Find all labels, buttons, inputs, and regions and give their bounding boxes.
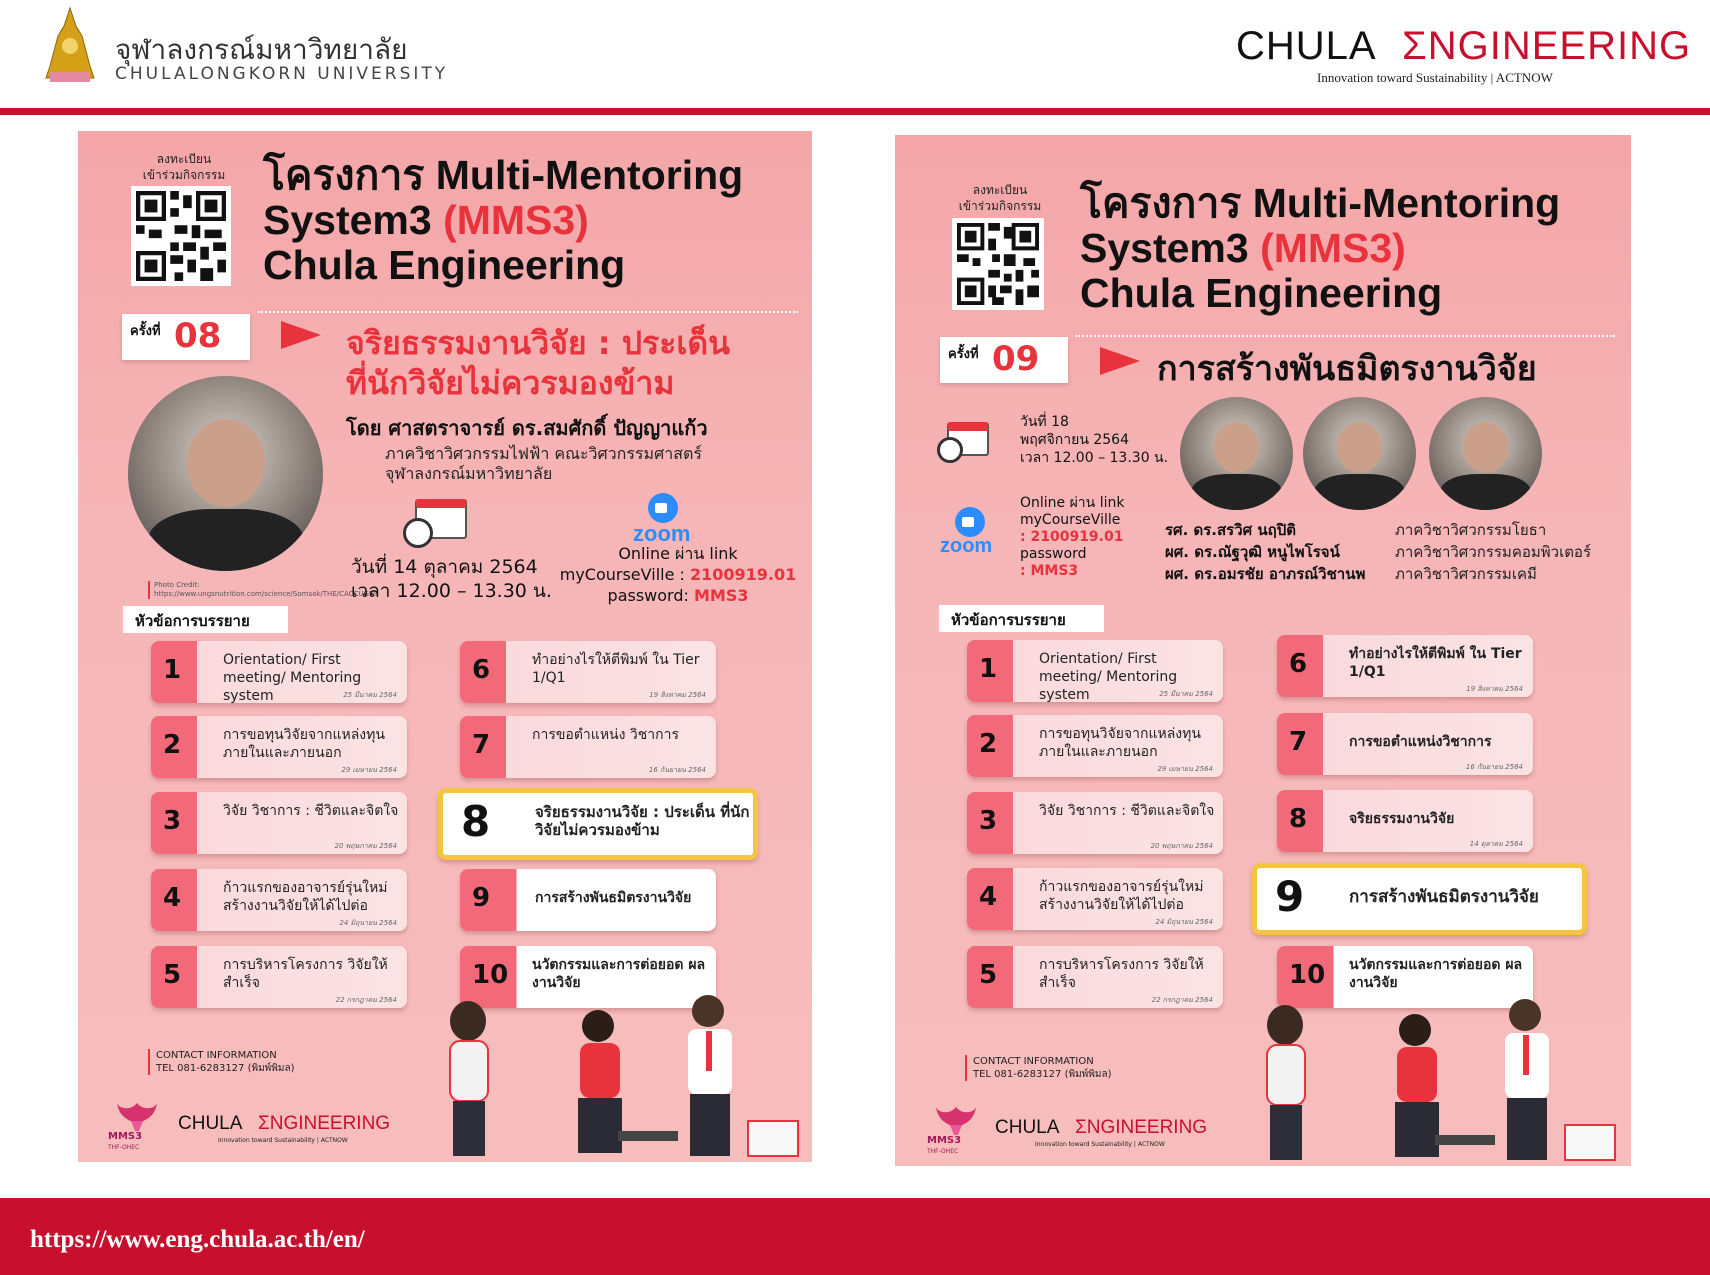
card-title: การขอตำแหน่งวิชาการ xyxy=(1349,734,1492,750)
date-line-1: วันที่ 18 xyxy=(1020,414,1069,430)
session-topic: การสร้างพันธมิตรงานวิจัย xyxy=(1157,349,1537,389)
online-line-1: Online ผ่าน link xyxy=(1020,495,1125,511)
lecturer-dept-2: ภาควิชาวิศวกรรมคอมพิวเตอร์ xyxy=(1395,543,1591,561)
topics-heading: หัวข้อการบรรยาย xyxy=(123,606,288,633)
title-system: System3 xyxy=(1080,225,1261,271)
card-title: จริยธรรมงานวิจัย : ประเด็น ที่นักวิจัยไม่ควรมองข้าม xyxy=(535,803,750,839)
arrow-icon xyxy=(281,321,321,349)
clock-icon xyxy=(403,518,433,548)
card-number: 6 xyxy=(1289,649,1308,679)
title-system: System3 xyxy=(263,197,444,243)
card-date: 25 มีนาคม 2564 xyxy=(343,691,397,699)
topic-card-6 xyxy=(1277,635,1533,697)
mms3-logo-text: MMS3 xyxy=(108,1131,143,1142)
speaker-suit xyxy=(148,509,304,571)
zoom-icon xyxy=(955,507,985,537)
title-line-3: Chula Engineering xyxy=(263,242,626,288)
card-date: 16 กันยายน 2564 xyxy=(1465,763,1523,771)
lecturer-names xyxy=(1165,519,1365,585)
lecturer-name-1: รศ. ดร.สรวิศ นฤปิติ xyxy=(1165,521,1296,539)
university-name-english: CHULALONGKORN UNIVERSITY xyxy=(115,64,449,84)
qr-code[interactable] xyxy=(131,186,231,286)
photo-credit: Photo Credit: https://www.ungsnutrition.com/science/Somsak/THE/CACCUGES xyxy=(148,581,298,599)
title-mms3: (MMS3) xyxy=(443,197,589,243)
card-number: 1 xyxy=(163,655,182,685)
session-datetime xyxy=(1020,413,1168,467)
card-title: การสร้างพันธมิตรงานวิจัย xyxy=(535,890,692,906)
card-number: 7 xyxy=(1289,727,1308,757)
topic-card-9 xyxy=(460,869,716,931)
topics-heading: หัวข้อการบรรยาย xyxy=(939,605,1104,632)
topic-card-9-current xyxy=(1252,863,1587,935)
lecturer-photo-1 xyxy=(1180,397,1293,510)
online-line-3 xyxy=(558,585,798,606)
qr-code[interactable] xyxy=(952,218,1044,310)
topic-card-3 xyxy=(967,792,1223,854)
chula-engineering-logo-chula: CHULA xyxy=(1236,24,1377,68)
card-number: 6 xyxy=(472,655,491,685)
footer-url-link[interactable]: https://www.eng.chula.ac.th/en/ xyxy=(30,1226,365,1253)
session-label: ครั้งที่ xyxy=(130,324,161,339)
topic-card-1 xyxy=(967,640,1223,702)
password-value: MMS3 xyxy=(693,586,749,605)
topic-card-5 xyxy=(967,946,1223,1008)
card-date: 29 เมษายน 2564 xyxy=(1157,765,1213,773)
card-date: 14 ตุลาคม 2564 xyxy=(1469,840,1523,848)
poster-session-08 xyxy=(78,131,812,1162)
title-line-1: โครงการ Multi-Mentoring xyxy=(263,152,744,198)
card-number: 4 xyxy=(979,882,998,912)
title-line-2 xyxy=(1080,226,1560,271)
topic-card-7 xyxy=(1277,713,1533,775)
qr-code-icon xyxy=(136,191,226,281)
card-title: การขอทุนวิจัยจากแหล่งทุน ภายในและภายนอก xyxy=(223,727,385,761)
card-title: วิจัย วิชาการ : ชีวิตและจิตใจ xyxy=(223,803,399,819)
dotted-divider xyxy=(258,311,798,313)
chula-engineering-logo-engineering: ΣNGINEERING xyxy=(1402,24,1692,68)
contact-info xyxy=(965,1055,1111,1081)
date-line-2: พฤศจิกายน 2564 xyxy=(1020,432,1129,448)
card-date: 19 สิงหาคม 2564 xyxy=(1466,685,1523,693)
topic-card-2 xyxy=(151,716,407,778)
online-line-1: Online ผ่าน link xyxy=(618,544,738,563)
card-number: 10 xyxy=(472,960,509,990)
poster-title xyxy=(263,153,743,288)
card-number: 1 xyxy=(979,654,998,684)
speaker-name: โดย ศาสตราจารย์ ดร.สมศักดิ์ ปัญญาแก้ว xyxy=(346,416,708,440)
register-label: ลงทะเบียน เข้าร่วมกิจกรรม xyxy=(958,183,1042,213)
course-code: : 2100919.01 xyxy=(1020,529,1124,545)
mms3-logo-subtext: THF-OHEC xyxy=(108,1144,140,1151)
card-title: นวัตกรรมและการต่อยอด ผลงานวิจัย xyxy=(1349,957,1523,991)
password-label: password: xyxy=(607,586,694,605)
session-label: ครั้งที่ xyxy=(948,347,979,362)
topic-card-5 xyxy=(151,946,407,1008)
card-title: การขอตำแหน่ง วิชาการ xyxy=(532,727,679,743)
topic-line-2: ที่นักวิจัยไม่ควรมองข้าม xyxy=(346,364,675,402)
topic-line-1: จริยธรรมงานวิจัย : ประเด็น xyxy=(346,324,730,362)
poster-logo-tagline: Innovation toward Sustainability | ACTNOW xyxy=(1035,1141,1165,1148)
speaker-photo xyxy=(128,376,323,571)
clock-icon xyxy=(937,437,963,463)
topic-card-7 xyxy=(460,716,716,778)
poster-logo-chula: CHULA xyxy=(995,1117,1060,1138)
password-value: : MMS3 xyxy=(1020,563,1079,579)
card-date: 24 มิถุนายน 2564 xyxy=(339,919,397,927)
card-number: 2 xyxy=(163,730,182,760)
course-code: 2100919.01 xyxy=(689,565,797,584)
mycourseville-label: myCourseVille : xyxy=(559,565,690,584)
card-title: การขอทุนวิจัยจากแหล่งทุน ภายในและภายนอก xyxy=(1039,726,1201,760)
poster-session-09 xyxy=(895,135,1631,1166)
card-date: 22 กรกฎาคม 2564 xyxy=(1151,996,1213,1004)
contact-phone: TEL 081-6283127 (พิมพ์พิมล) xyxy=(156,1063,295,1074)
poster-logo-chula: CHULA xyxy=(178,1113,243,1134)
card-date: 29 เมษายน 2564 xyxy=(341,766,397,774)
topic-card-8 xyxy=(1277,790,1533,852)
card-title: จริยธรรมงานวิจัย xyxy=(1349,811,1455,827)
online-info xyxy=(1020,495,1124,580)
topic-card-2 xyxy=(967,715,1223,777)
date-line-3: เวลา 12.00 – 13.30 น. xyxy=(1020,450,1169,466)
dept-line-2: จุฬาลงกรณ์มหาวิทยาลัย xyxy=(385,464,553,483)
card-number: 3 xyxy=(163,806,182,836)
card-title: การบริหารโครงการ วิจัยให้สำเร็จ xyxy=(1039,957,1204,991)
arrow-icon xyxy=(1100,347,1140,375)
card-title: Orientation/ First meeting/ Mentoring system xyxy=(1039,651,1178,703)
card-number: 9 xyxy=(472,883,491,913)
session-badge xyxy=(940,337,1068,383)
poster-title xyxy=(1080,181,1560,316)
mms3-logo-subtext: THF-OHEC xyxy=(927,1148,959,1155)
people-illustration xyxy=(408,991,808,1161)
session-topic xyxy=(346,323,730,403)
lecturer-dept-3: ภาควิชาวิศวกรรมเคมี xyxy=(1395,565,1537,583)
card-number: 5 xyxy=(979,960,998,990)
card-number: 8 xyxy=(1289,804,1308,834)
topic-card-1 xyxy=(151,641,407,703)
mms3-logo-text: MMS3 xyxy=(927,1135,962,1146)
card-date: 20 พฤษภาคม 2564 xyxy=(334,842,397,850)
session-datetime xyxy=(351,555,552,603)
card-date: 19 สิงหาคม 2564 xyxy=(649,691,706,699)
title-line-3: Chula Engineering xyxy=(1080,270,1443,316)
topic-card-4 xyxy=(967,868,1223,930)
poster-logo-tagline: Innovation toward Sustainability | ACTNOW xyxy=(218,1137,348,1144)
lecturer-photo-2 xyxy=(1303,397,1416,510)
dept-line-1: ภาควิชาวิศวกรรมไฟฟ้า คณะวิศวกรรมศาสตร์ xyxy=(385,444,702,463)
zoom-wordmark: zoom xyxy=(633,521,691,546)
session-number: 09 xyxy=(992,339,1040,379)
header-divider xyxy=(0,108,1710,115)
people-illustration xyxy=(1225,995,1625,1165)
chulalongkorn-crest-icon xyxy=(42,6,98,88)
session-date: วันที่ 14 ตุลาคม 2564 xyxy=(351,556,538,578)
speaker-department xyxy=(385,444,702,484)
poster-logo-engineering: ΣNGINEERING xyxy=(1075,1117,1208,1138)
topic-card-6 xyxy=(460,641,716,703)
card-number: 5 xyxy=(163,960,182,990)
contact-heading: CONTACT INFORMATION xyxy=(973,1056,1094,1067)
title-mms3: (MMS3) xyxy=(1260,225,1406,271)
card-date: 22 กรกฎาคม 2564 xyxy=(335,996,397,1004)
online-line-2 xyxy=(558,564,798,585)
card-date: 25 มีนาคม 2564 xyxy=(1159,690,1213,698)
topic-card-8-current xyxy=(438,788,758,860)
card-title: ทำอย่างไรให้ตีพิมพ์ ใน Tier 1/Q1 xyxy=(1349,646,1522,680)
online-line-2: myCourseVille xyxy=(1020,512,1121,528)
title-line-1: โครงการ Multi-Mentoring xyxy=(1080,180,1561,226)
lecturer-photo-3 xyxy=(1429,397,1542,510)
session-number: 08 xyxy=(174,316,222,356)
online-info xyxy=(558,543,798,606)
university-name-thai: จุฬาลงกรณ์มหาวิทยาลัย xyxy=(115,33,408,66)
card-date: 16 กันยายน 2564 xyxy=(648,766,706,774)
lecturer-dept-1: ภาควิชาวิศวกรรมโยธา xyxy=(1395,521,1547,539)
poster-logo-engineering: ΣNGINEERING xyxy=(258,1113,391,1134)
lecturer-name-3: ผศ. ดร.อมรชัย อาภรณ์วิชานพ xyxy=(1165,565,1366,583)
card-title: ก้าวแรกของอาจารย์รุ่นใหม่ สร้างงานวิจัยให้ได้ไปต่อ xyxy=(223,880,388,914)
contact-heading: CONTACT INFORMATION xyxy=(156,1050,277,1061)
zoom-icon xyxy=(648,493,678,523)
card-title: ทำอย่างไรให้ตีพิมพ์ ใน Tier 1/Q1 xyxy=(532,652,700,686)
session-time: เวลา 12.00 – 13.30 น. xyxy=(351,580,552,602)
card-title: วิจัย วิชาการ : ชีวิตและจิตใจ xyxy=(1039,803,1215,819)
card-title: Orientation/ First meeting/ Mentoring system xyxy=(223,652,362,704)
contact-phone: TEL 081-6283127 (พิมพ์พิมล) xyxy=(973,1069,1112,1080)
card-number: 7 xyxy=(472,730,491,760)
card-number: 9 xyxy=(1275,872,1305,921)
brand-tagline: Innovation toward Sustainability | ACTNOW xyxy=(1317,70,1553,85)
card-number: 3 xyxy=(979,806,998,836)
card-title: การสร้างพันธมิตรงานวิจัย xyxy=(1349,887,1539,907)
card-number: 10 xyxy=(1289,960,1326,990)
card-title: ก้าวแรกของอาจารย์รุ่นใหม่ สร้างงานวิจัยให้ได้ไปต่อ xyxy=(1039,879,1204,913)
topic-card-3 xyxy=(151,792,407,854)
card-number: 8 xyxy=(461,797,491,846)
online-line-4: password xyxy=(1020,546,1087,562)
register-label: ลงทะเบียน เข้าร่วมกิจกรรม xyxy=(142,152,226,182)
dotted-divider xyxy=(1075,335,1615,337)
session-badge xyxy=(122,314,250,360)
card-date: 20 พฤษภาคม 2564 xyxy=(1150,842,1213,850)
speaker-face xyxy=(187,419,265,507)
lecturer-departments xyxy=(1395,519,1591,585)
card-number: 2 xyxy=(979,729,998,759)
card-title: การบริหารโครงการ วิจัยให้สำเร็จ xyxy=(223,957,388,991)
card-number: 4 xyxy=(163,883,182,913)
title-line-2 xyxy=(263,198,743,243)
card-date: 24 มิถุนายน 2564 xyxy=(1155,918,1213,926)
qr-code-icon xyxy=(957,223,1039,305)
lecturer-name-2: ผศ. ดร.ณัฐวุฒิ หนูไพโรจน์ xyxy=(1165,543,1340,561)
topic-card-4 xyxy=(151,869,407,931)
card-title: นวัตกรรมและการต่อยอด ผลงานวิจัย xyxy=(532,957,706,991)
contact-info xyxy=(148,1049,294,1075)
zoom-wordmark: zoom xyxy=(940,535,993,557)
